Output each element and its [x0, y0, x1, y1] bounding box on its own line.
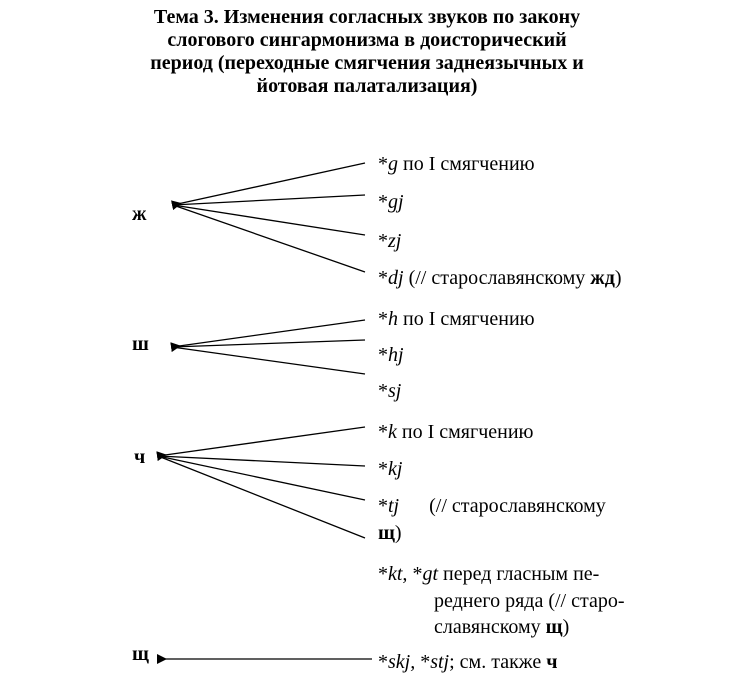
- arrow-zj-to-zh: [173, 205, 365, 235]
- arrow-g-to-zh: [173, 163, 365, 205]
- arrow-tj-to-ch: [158, 456, 365, 500]
- source-skj-stj: *skj, *stj; см. также ч: [378, 651, 558, 673]
- source-gj: *gj: [378, 191, 404, 213]
- target-zh: ж: [132, 203, 147, 225]
- arrow-kt-to-ch: [158, 456, 365, 538]
- target-ch: ч: [134, 446, 146, 468]
- target-sh: ш: [132, 333, 149, 355]
- title-line-4: йотовая палатализация): [256, 75, 478, 97]
- arrow-kj-to-ch: [158, 456, 365, 466]
- source-sj: *sj: [378, 380, 402, 402]
- source-zj: *zj: [378, 230, 402, 252]
- source-dj: *dj (// старославянскому жд): [378, 267, 622, 289]
- source-kt-gt-cont-1: реднего ряда (// старо-: [434, 590, 625, 612]
- source-tj: *tj (// старославянскому: [378, 495, 606, 517]
- title-line-1: Тема 3. Изменения согласных звуков по закону: [153, 6, 581, 28]
- title-line-3: период (переходные смягчения заднеязычных и: [150, 52, 584, 74]
- source-hj: *hj: [378, 344, 404, 366]
- arrow-dj-to-zh: [173, 205, 365, 272]
- source-kt-gt: *kt, *gt перед гласным пе-: [378, 563, 600, 585]
- target-shch: щ: [132, 643, 149, 665]
- source-kj: *kj: [378, 458, 403, 480]
- source-h: *h по I смягчению: [378, 308, 535, 330]
- source-kt-gt-cont-2: славянскому щ): [434, 616, 570, 638]
- source-tj-cont: щ): [378, 522, 402, 544]
- arrow-sj-to-sh: [172, 347, 365, 374]
- arrow-gj-to-zh: [173, 195, 365, 205]
- source-g: *g по I смягчению: [378, 153, 535, 175]
- arrow-k-to-ch: [158, 427, 365, 456]
- source-k: *k по I смягчению: [378, 421, 534, 443]
- title-line-2: слогового сингармонизма в доисторический: [167, 29, 567, 51]
